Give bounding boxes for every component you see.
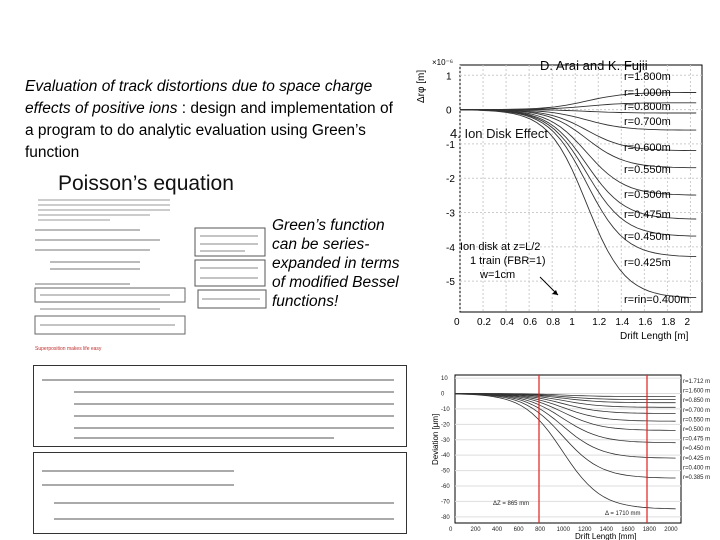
- formula-box-distortion: [33, 452, 407, 534]
- plot1-y-scale: ×10⁻⁶: [432, 58, 454, 67]
- plot1-authors: D. Arai and K. Fujii: [540, 58, 648, 73]
- plot2-radius-labels: [683, 379, 710, 481]
- plot2-y-tick-label: 0: [441, 391, 445, 398]
- plot1-radius-label: r=1.000m: [624, 87, 671, 99]
- plot1-x-tick-label: 1.8: [661, 317, 676, 328]
- plot2-x-tick-label: 400: [492, 527, 503, 533]
- plot1-y-tick-label: 1: [446, 71, 452, 83]
- plot2-x-tick-label: 800: [535, 527, 546, 533]
- green-function-note: Green’s function can be series-expanded in terms of modified Bessel functions!: [272, 217, 400, 310]
- plot1-x-tick-label: 0.8: [546, 317, 561, 328]
- plot2-radius-label: r=0.500 m: [683, 427, 711, 433]
- formula-distortion-render: [34, 453, 406, 533]
- plot1-x-tick-label: 1.4: [615, 317, 630, 328]
- plot1-radius-labels: [624, 71, 689, 306]
- plot2-y-tick-label: -40: [441, 453, 450, 460]
- plot1-x-tick-label: 1.6: [638, 317, 653, 328]
- plot1-y-tick-label: -4: [446, 242, 455, 254]
- plot2-x-tick-label: 600: [513, 527, 524, 533]
- poisson-footer: Superposition makes life easy: [35, 346, 102, 352]
- plot2-radius-label: r=1.600 m: [683, 388, 711, 395]
- plot2-radius-label: r=1.712 m: [683, 379, 711, 385]
- plot1-x-tick-label: 0: [454, 317, 460, 328]
- plot2-x-tick-label: 1200: [578, 527, 592, 533]
- plot1-y-tick-label: -1: [446, 139, 455, 151]
- plot1-x-tick-label: 1.2: [592, 317, 607, 328]
- plot2-y-tick-label: -60: [441, 484, 450, 490]
- formula-box-field: [33, 365, 407, 447]
- plot2-y-tick-label: -70: [441, 499, 450, 506]
- plot1-y-tick-label: -2: [446, 174, 455, 186]
- paper-title: [25, 76, 395, 164]
- plot2-y-tick-label: -80: [441, 514, 450, 521]
- plot1-radius-label: r=rin=0.400m: [624, 294, 690, 306]
- title-italic: Evaluation of track distortions due to space charge effects of positive ions: [25, 78, 373, 117]
- plot1-y-tick-label: -5: [446, 277, 455, 289]
- plot2-radius-label: r=0.450 m: [683, 446, 711, 453]
- plot1-y-tick-label: -3: [446, 208, 455, 220]
- plot1-x-tick-label: 1: [569, 317, 575, 328]
- plot2-y-axis-label: Deviation [μm]: [431, 413, 440, 465]
- plot1-annotation: [460, 241, 558, 295]
- plot1-x-ticks: [454, 317, 690, 328]
- plot2-x-tick-label: 1000: [556, 527, 570, 533]
- plot2-radius-label: r=0.700 m: [683, 407, 711, 414]
- plot1-radius-label: r=1.800m: [624, 71, 671, 83]
- poisson-heading: Poisson’s equation: [58, 172, 234, 195]
- plot2-x-tick-label: 200: [470, 527, 481, 533]
- plot2-y-tick-label: -30: [441, 437, 450, 444]
- plot1-annotation-arrowhead: [552, 290, 558, 295]
- plot2-x-tick-label: 1600: [621, 527, 635, 533]
- plot2-x-tick-label: 1400: [599, 527, 614, 533]
- plot2-x-tick-label: 2000: [664, 527, 678, 533]
- plot2-x-tick-label: 0: [449, 527, 453, 533]
- plot1-radius-label: r=0.475m: [624, 209, 671, 221]
- plot1-annotation-line-2: 1 train (FBR=1): [470, 255, 546, 267]
- plot1-radius-label: r=0.450m: [624, 231, 671, 243]
- plot1-x-tick-label: 0.2: [477, 317, 491, 328]
- plot1-radius-label: r=0.425m: [624, 257, 671, 269]
- plot1-x-tick-label: 2: [684, 317, 691, 328]
- plot2-annotation-a: ΔZ = 865 mm: [493, 501, 530, 507]
- plot2-radius-label: r=0.475 m: [683, 436, 711, 443]
- plot1-section-title: 4. Ion Disk Effect: [450, 126, 549, 141]
- plot1-y-ticks: [446, 71, 455, 288]
- plot1-radius-label: r=0.600m: [624, 142, 671, 154]
- plot1-radius-label: r=0.700m: [624, 116, 671, 128]
- plot2-x-tick-label: 1800: [642, 527, 657, 533]
- plot1-radius-label: r=0.800m: [624, 101, 671, 113]
- plot2-y-tick-label: -20: [441, 422, 450, 429]
- plot1-x-tick-label: 0.4: [500, 317, 515, 328]
- plot2-y-tick-label: -50: [441, 468, 450, 475]
- plot2-radius-label: r=0.850 m: [683, 398, 711, 405]
- plot1-x-axis-label: Drift Length [m]: [620, 331, 689, 342]
- plot1-radius-label: r=0.550m: [624, 164, 671, 176]
- plot1-y-axis-label: Δrφ [m]: [416, 69, 427, 103]
- plot2-y-tick-label: 10: [441, 376, 448, 383]
- poisson-figure: [30, 196, 270, 354]
- formula-field-render: [34, 366, 406, 446]
- deviation-plot: [425, 355, 715, 540]
- plot1-radius-label: r=0.500m: [624, 189, 671, 201]
- plot2-x-axis-label: Drift Length [mm]: [575, 532, 637, 540]
- plot2-radius-label: r=0.425 m: [683, 455, 711, 462]
- plot2-radius-label: r=0.385 m: [683, 475, 711, 481]
- plot1-y-tick-label: 0: [446, 105, 452, 117]
- plot2-radius-label: r=0.400 m: [683, 465, 711, 472]
- plot2-y-tick-label: -10: [441, 406, 450, 413]
- plot2-radius-label: r=0.550 m: [683, 417, 711, 424]
- plot1-annotation-line-3: w=1cm: [480, 269, 516, 281]
- plot2-annotation-b: Δ = 1710 mm: [605, 511, 641, 517]
- title-rest: : design and implementation of a program to do analytic evaluation using Green’s function: [25, 100, 393, 161]
- ion-disk-effect-plot: [412, 55, 712, 345]
- plot1-annotation-line-1: Ion disk at z=L/2: [460, 241, 541, 253]
- plot1-x-tick-label: 0.6: [523, 317, 538, 328]
